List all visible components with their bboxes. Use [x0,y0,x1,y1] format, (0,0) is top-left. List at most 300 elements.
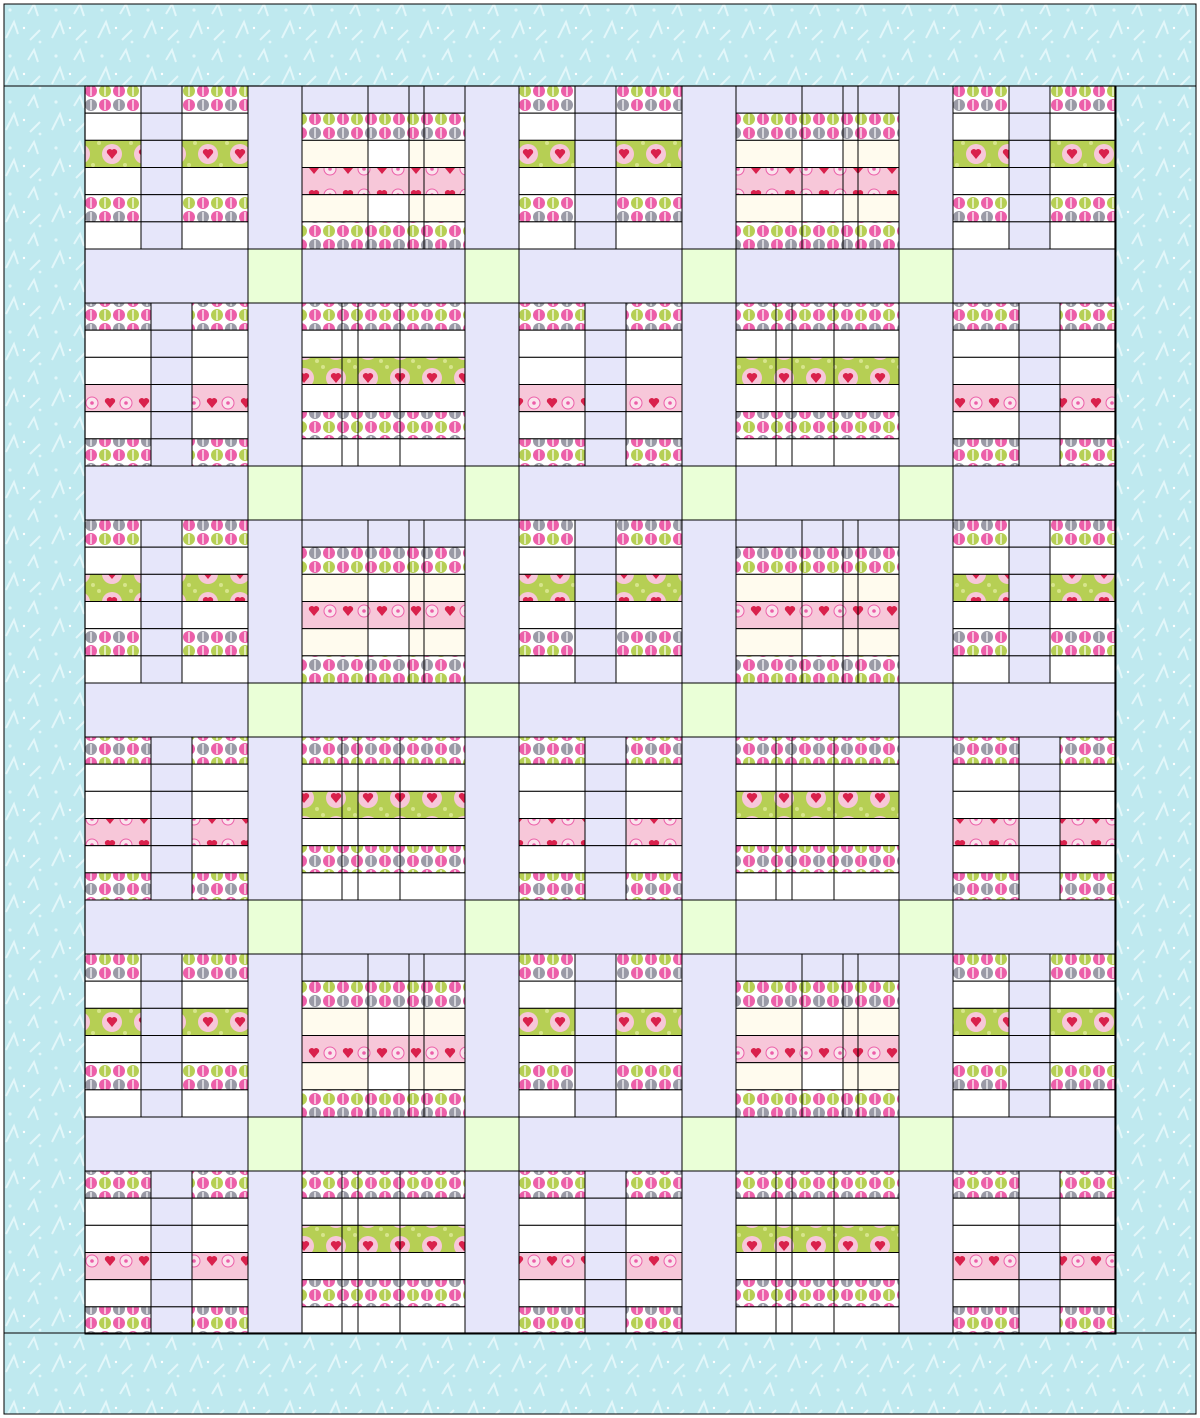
green-medallion-patch [834,1225,899,1252]
cream-patch [736,1063,802,1090]
white-patch [368,574,409,601]
white-patch [368,629,409,656]
lavender-patch [151,1198,192,1225]
lavender-patch [1019,737,1060,764]
white-patch [85,764,151,791]
lavender-patch [141,1063,182,1090]
dot-print-patch [792,1280,834,1307]
white-patch [953,656,1009,683]
sashing-vertical [465,1171,519,1334]
lavender-patch [1009,981,1050,1008]
lavender-patch [1019,1253,1060,1280]
cream-patch [858,574,899,601]
green-medallion-patch [182,574,248,601]
white-patch [519,1280,585,1307]
sashing-vertical [682,520,736,683]
dot-print-patch [342,412,358,439]
white-patch [182,602,248,629]
cornerstone [682,249,736,303]
dot-print-patch [302,1090,368,1117]
white-patch [626,1225,682,1252]
lavender-patch [585,791,626,818]
white-patch [953,1036,1009,1063]
dot-print-patch [85,1063,141,1090]
green-medallion-patch [616,574,682,601]
pink-heart-patch [1060,819,1116,846]
green-medallion-patch [302,791,342,818]
lavender-patch [141,547,182,574]
dot-print-patch [368,113,409,140]
pink-heart-patch [843,1036,858,1063]
white-patch [342,1198,358,1225]
lavender-patch [802,86,843,113]
dot-print-patch [409,222,424,249]
pink-heart-patch [519,819,585,846]
white-patch [776,873,792,900]
white-patch [1060,330,1116,357]
sashing-horizontal [519,683,682,737]
white-patch [182,1090,248,1117]
lavender-patch [1009,1063,1050,1090]
pink-heart-patch [424,1036,465,1063]
dot-print-patch [858,1090,899,1117]
white-patch [736,1253,776,1280]
dot-print-patch [616,195,682,222]
white-patch [85,1280,151,1307]
dot-print-patch [953,86,1009,113]
lavender-patch [585,737,626,764]
white-patch [342,439,358,466]
white-patch [519,791,585,818]
white-patch [400,819,465,846]
lavender-patch [141,602,182,629]
white-patch [400,1307,465,1334]
lavender-patch [151,385,192,412]
white-patch [302,873,342,900]
white-patch [342,764,358,791]
white-patch [1050,113,1116,140]
white-patch [1050,1090,1116,1117]
white-patch [834,1307,899,1334]
lavender-patch [858,86,899,113]
lavender-patch [302,86,368,113]
cornerstone [465,683,519,737]
cornerstone [682,683,736,737]
cream-patch [858,140,899,167]
dot-print-patch [736,846,776,873]
white-patch [519,330,585,357]
pink-heart-patch [953,819,1019,846]
dot-print-patch [182,195,248,222]
dot-print-patch [792,846,834,873]
white-patch [834,764,899,791]
white-patch [368,1008,409,1035]
lavender-patch [141,574,182,601]
dot-print-patch [953,954,1009,981]
lavender-patch [1009,954,1050,981]
dot-print-patch [736,547,802,574]
dot-print-patch [85,195,141,222]
lavender-patch [575,140,616,167]
lavender-patch [409,954,424,981]
cornerstone [248,683,302,737]
white-patch [519,981,575,1008]
white-patch [368,1063,409,1090]
lavender-patch [585,819,626,846]
white-patch [1050,602,1116,629]
dot-print-patch [192,1307,248,1334]
cream-patch [302,195,368,222]
dot-print-patch [843,547,858,574]
white-patch [1050,222,1116,249]
dot-print-patch [834,1171,899,1198]
white-patch [736,819,776,846]
white-patch [834,1198,899,1225]
cream-patch [843,195,858,222]
dot-print-patch [616,86,682,113]
lavender-patch [843,954,858,981]
dot-print-patch [776,846,792,873]
dot-print-patch [616,1063,682,1090]
dot-print-patch [302,412,342,439]
dot-print-patch [834,412,899,439]
dot-print-patch [302,737,342,764]
lavender-patch [368,86,409,113]
cream-patch [409,1008,424,1035]
lavender-patch [141,86,182,113]
dot-print-patch [192,303,248,330]
lavender-patch [141,1090,182,1117]
lavender-patch [1009,602,1050,629]
white-patch [953,113,1009,140]
cream-patch [858,1008,899,1035]
lavender-patch [424,954,465,981]
dot-print-patch [1060,1307,1116,1334]
white-patch [736,764,776,791]
cornerstone [899,249,953,303]
lavender-patch [1009,195,1050,222]
lavender-patch [802,520,843,547]
pink-heart-patch [736,1036,802,1063]
sashing-vertical [899,737,953,900]
dot-print-patch [953,629,1009,656]
white-patch [85,113,141,140]
dot-print-patch [1050,195,1116,222]
dot-print-patch [519,737,585,764]
cornerstone [682,466,736,520]
sashing-vertical [465,520,519,683]
lavender-patch [1009,656,1050,683]
white-patch [192,1225,248,1252]
dot-print-patch [802,222,843,249]
dot-print-patch [792,412,834,439]
lavender-patch [585,873,626,900]
lavender-patch [585,303,626,330]
dot-print-patch [85,1171,151,1198]
green-medallion-patch [1050,140,1116,167]
dot-print-patch [182,954,248,981]
white-patch [953,357,1019,384]
white-patch [1050,547,1116,574]
lavender-patch [585,357,626,384]
sashing-vertical [465,86,519,249]
dot-print-patch [409,656,424,683]
sashing-horizontal [519,466,682,520]
cream-patch [424,1063,465,1090]
white-patch [953,222,1009,249]
dot-print-patch [342,737,358,764]
dot-print-patch [85,1307,151,1334]
lavender-patch [141,981,182,1008]
green-medallion-patch [85,574,141,601]
lavender-patch [141,168,182,195]
dot-print-patch [519,303,585,330]
cream-patch [409,195,424,222]
white-patch [85,1225,151,1252]
dot-print-patch [834,846,899,873]
white-patch [792,764,834,791]
lavender-patch [141,1008,182,1035]
green-medallion-patch [519,1008,575,1035]
white-patch [519,357,585,384]
white-patch [302,385,342,412]
lavender-patch [1019,873,1060,900]
white-patch [1060,1225,1116,1252]
lavender-patch [575,602,616,629]
lavender-patch [1009,520,1050,547]
dot-print-patch [792,1171,834,1198]
white-patch [302,1198,342,1225]
dot-print-patch [1050,954,1116,981]
dot-print-patch [953,737,1019,764]
pink-heart-patch [424,602,465,629]
lavender-patch [575,656,616,683]
white-patch [736,873,776,900]
pink-heart-patch [953,1253,1019,1280]
white-patch [85,330,151,357]
white-patch [834,385,899,412]
white-patch [626,1280,682,1307]
dot-print-patch [626,1307,682,1334]
dot-print-patch [776,1280,792,1307]
white-patch [302,764,342,791]
white-patch [519,1090,575,1117]
green-medallion-patch [736,1225,776,1252]
sashing-vertical [899,954,953,1117]
green-medallion-patch [1050,574,1116,601]
lavender-patch [575,1008,616,1035]
dot-print-patch [182,86,248,113]
pink-heart-patch [409,602,424,629]
green-medallion-patch [792,357,834,384]
lavender-patch [585,1253,626,1280]
white-patch [368,195,409,222]
lavender-patch [409,86,424,113]
white-patch [792,1307,834,1334]
dot-print-patch [342,303,358,330]
white-patch [616,113,682,140]
green-medallion-patch [342,357,358,384]
lavender-patch [802,954,843,981]
sashing-vertical [682,86,736,249]
dot-print-patch [302,656,368,683]
sashing-horizontal [85,466,248,520]
cornerstone [899,1117,953,1171]
cornerstone [682,900,736,954]
lavender-patch [585,846,626,873]
lavender-patch [151,764,192,791]
white-patch [616,602,682,629]
sashing-horizontal [953,1117,1116,1171]
dot-print-patch [953,195,1009,222]
cornerstone [248,900,302,954]
dot-print-patch [192,737,248,764]
border-left [4,86,85,1333]
white-patch [302,1253,342,1280]
green-medallion-patch [776,357,792,384]
sashing-horizontal [85,683,248,737]
lavender-patch [585,1280,626,1307]
lavender-patch [575,1090,616,1117]
pink-heart-patch [953,385,1019,412]
lavender-patch [1009,140,1050,167]
lavender-patch [1019,412,1060,439]
dot-print-patch [736,303,776,330]
dot-print-patch [1050,520,1116,547]
sashing-vertical [899,520,953,683]
white-patch [302,439,342,466]
pink-heart-patch [858,1036,899,1063]
dot-print-patch [1060,439,1116,466]
white-patch [1050,981,1116,1008]
white-patch [85,981,141,1008]
dot-print-patch [858,547,899,574]
white-patch [792,1198,834,1225]
white-patch [519,113,575,140]
white-patch [519,547,575,574]
cornerstone [682,1117,736,1171]
white-patch [776,385,792,412]
lavender-patch [1009,86,1050,113]
white-patch [792,330,834,357]
pink-heart-patch [368,168,409,195]
pink-heart-patch [302,168,368,195]
white-patch [953,846,1019,873]
cream-patch [843,1008,858,1035]
dot-print-patch [342,1171,358,1198]
white-patch [400,330,465,357]
cream-patch [302,1063,368,1090]
lavender-patch [1009,1008,1050,1035]
white-patch [792,819,834,846]
lavender-patch [1019,764,1060,791]
dot-print-patch [400,303,465,330]
lavender-patch [585,439,626,466]
dot-print-patch [358,1280,400,1307]
dot-print-patch [953,303,1019,330]
pink-heart-patch [858,602,899,629]
cream-patch [409,1063,424,1090]
white-patch [1060,357,1116,384]
border-right [1115,86,1196,1333]
dot-print-patch [776,1171,792,1198]
sashing-horizontal [736,466,899,520]
dot-print-patch [302,1280,342,1307]
sashing-vertical [682,303,736,466]
white-patch [85,1198,151,1225]
white-patch [342,385,358,412]
dot-print-patch [1060,873,1116,900]
cream-patch [843,140,858,167]
white-patch [616,1090,682,1117]
lavender-patch [151,1307,192,1334]
white-patch [792,439,834,466]
dot-print-patch [424,222,465,249]
pink-heart-patch [192,385,248,412]
dot-print-patch [519,1063,575,1090]
white-patch [85,656,141,683]
lavender-patch [368,954,409,981]
green-medallion-patch [736,791,776,818]
dot-print-patch [368,547,409,574]
sashing-horizontal [302,1117,465,1171]
white-patch [953,1090,1009,1117]
cream-patch [409,574,424,601]
sashing-horizontal [736,683,899,737]
lavender-patch [151,412,192,439]
lavender-patch [151,303,192,330]
white-patch [182,168,248,195]
white-patch [519,222,575,249]
cream-patch [843,574,858,601]
lavender-patch [843,86,858,113]
cream-patch [424,140,465,167]
dot-print-patch [843,1090,858,1117]
white-patch [302,1307,342,1334]
green-medallion-patch [953,140,1009,167]
white-patch [400,439,465,466]
lavender-patch [409,520,424,547]
dot-print-patch [858,656,899,683]
white-patch [616,656,682,683]
white-patch [802,195,843,222]
dot-print-patch [519,195,575,222]
sashing-horizontal [519,900,682,954]
white-patch [85,357,151,384]
lavender-patch [141,140,182,167]
white-patch [802,629,843,656]
cream-patch [858,629,899,656]
dot-print-patch [182,1063,248,1090]
dot-print-patch [400,1171,465,1198]
white-patch [85,791,151,818]
white-patch [85,1036,141,1063]
dot-print-patch [1050,629,1116,656]
white-patch [626,1198,682,1225]
lavender-patch [1019,819,1060,846]
dot-print-patch [302,113,368,140]
pink-heart-patch [302,1036,368,1063]
dot-print-patch [1060,1171,1116,1198]
dot-print-patch [519,1171,585,1198]
pink-heart-patch [302,602,368,629]
green-medallion-patch [358,791,400,818]
dot-print-patch [626,873,682,900]
cornerstone [248,466,302,520]
pink-heart-patch [1060,1253,1116,1280]
white-patch [400,873,465,900]
dot-print-patch [626,303,682,330]
